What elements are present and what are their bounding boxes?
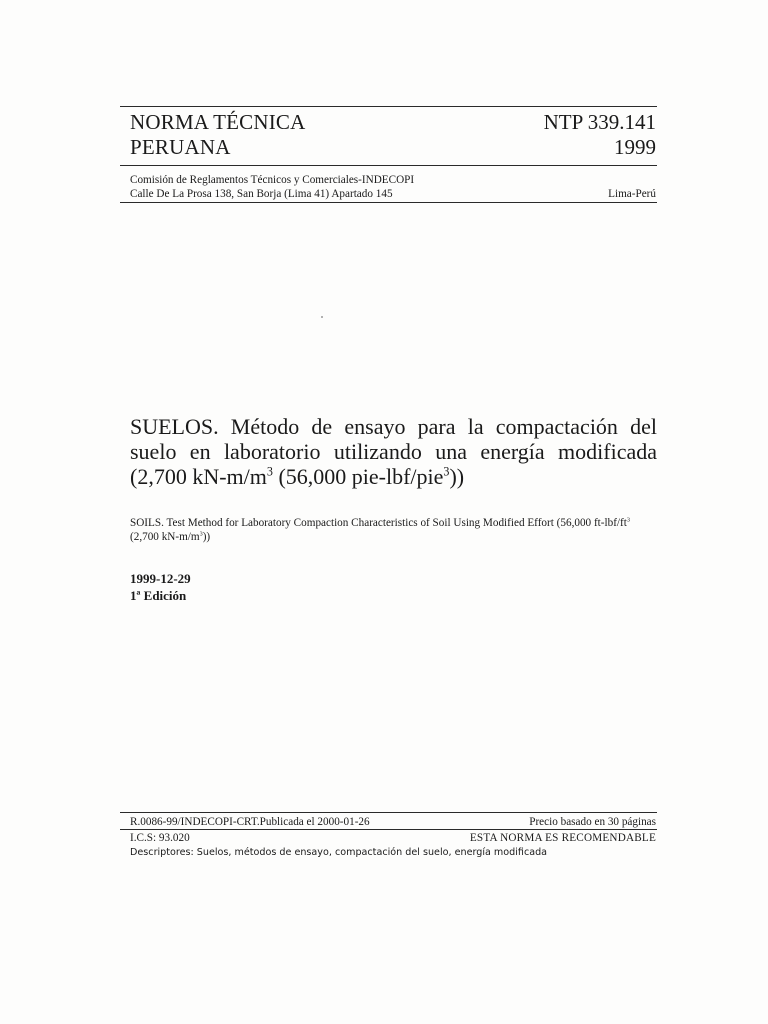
city-label: Lima-Perú — [608, 188, 656, 200]
organization-address — [130, 173, 414, 201]
standard-year: 1999 — [614, 135, 656, 159]
footer-top-rule — [120, 812, 657, 813]
title-en-text-1: SOILS. Test Method for Laboratory Compaction Characteristics of Soil Using Modified Effort (56,000 ft-lbf/ft — [130, 517, 627, 529]
title-en-text-3: )) — [202, 531, 211, 543]
recommendation-text: ESTA NORMA ES RECOMENDABLE — [469, 832, 656, 844]
standard-code: NTP 339.141 — [543, 110, 656, 134]
standard-type-line1: NORMA TÉCNICA — [130, 110, 306, 134]
title-es-superscript-2: 3 — [443, 464, 450, 479]
organization-street: Calle De La Prosa 138, San Borja (Lima 41) Apartado 145 — [130, 188, 393, 200]
title-en-superscript-1: 3 — [626, 517, 630, 524]
header-bottom-rule — [120, 202, 657, 203]
title-es-text-2: (56,000 pie-lbf/pie — [272, 464, 444, 489]
ics-code: I.C.S: 93.020 — [130, 832, 190, 844]
title-en-superscript-2: 3 — [199, 531, 203, 538]
standard-type-line2: PERUANA — [130, 135, 231, 159]
title-es-superscript-1: 3 — [266, 464, 273, 479]
title-es-text-1: SUELOS. Método de ensayo para la compactación del suelo en laboratorio utilizando una energía modificada (2,700 kN-m/m — [130, 414, 657, 489]
document-title-es — [130, 414, 657, 489]
title-en-text-2: (2,700 kN-m/m — [130, 531, 200, 543]
footer-middle-rule — [120, 829, 657, 830]
descriptors-text: Descriptores: Suelos, métodos de ensayo, compactación del suelo, energía modificada — [130, 847, 548, 858]
resolution-text: R.0086-99/INDECOPI-CRT.Publicada el 2000-01-26 — [130, 816, 370, 828]
header-middle-rule — [120, 165, 657, 166]
price-text: Precio basado en 30 páginas — [529, 816, 656, 828]
publication-date: 1999-12-29 — [130, 571, 191, 586]
header-top-rule — [120, 106, 657, 107]
edition-label: 1ª Edición — [130, 588, 187, 603]
standard-type-heading — [130, 110, 305, 160]
standard-code-block — [544, 110, 656, 160]
title-es-text-3: )) — [449, 464, 465, 489]
document-title-en — [130, 516, 657, 544]
scan-speck — [321, 316, 323, 318]
organization-name: Comisión de Reglamentos Técnicos y Comerciales-INDECOPI — [130, 174, 415, 186]
